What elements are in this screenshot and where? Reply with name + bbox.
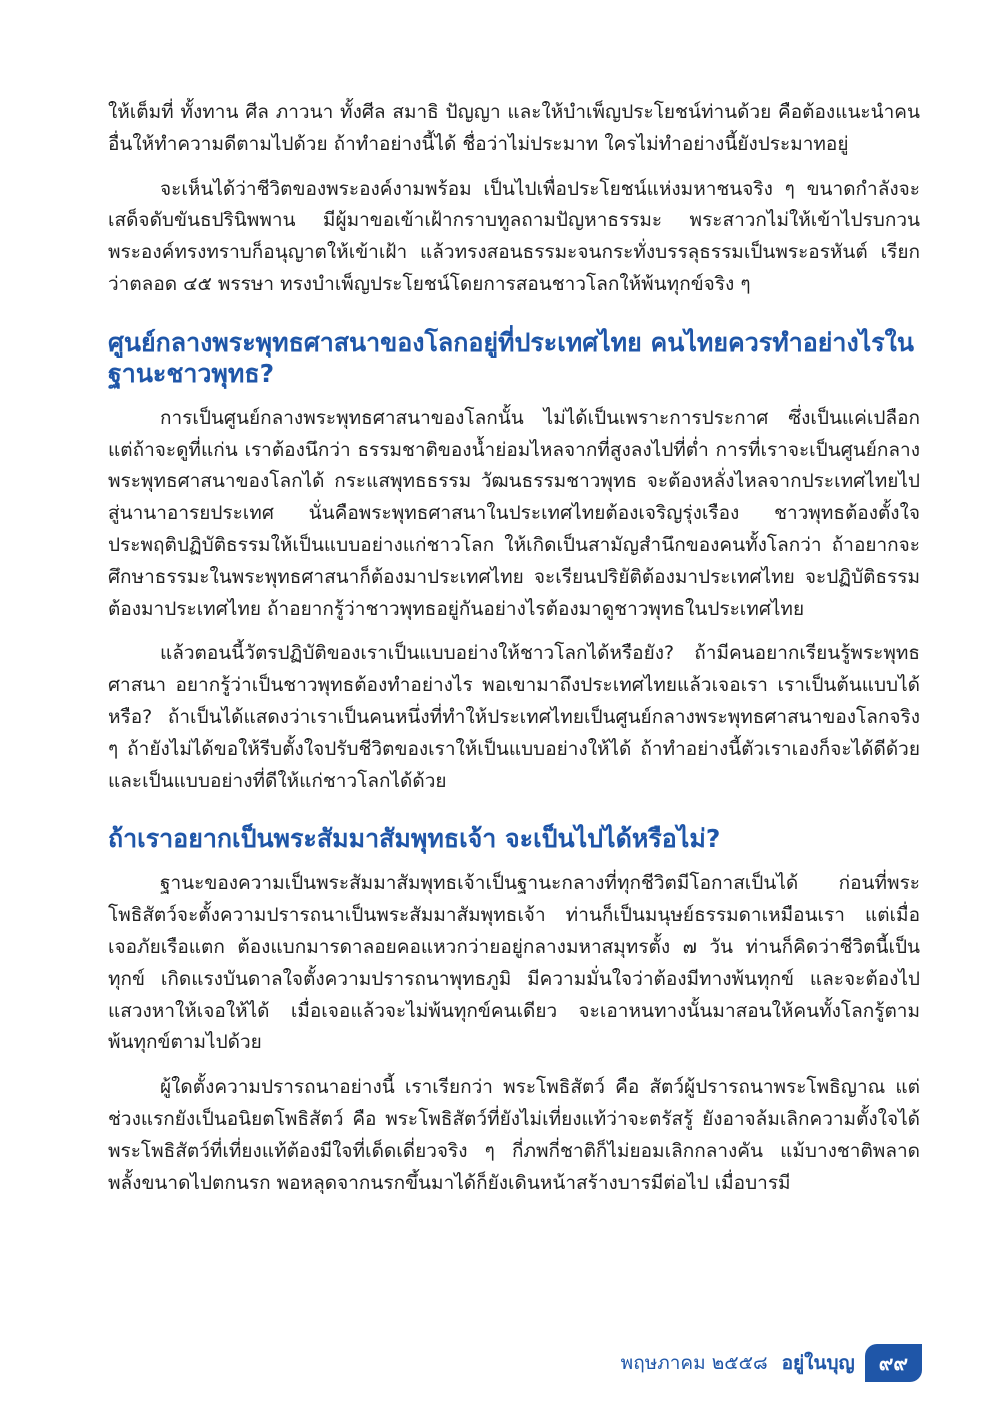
section1-paragraph-1: การเป็นศูนย์กลางพระพุทธศาสนาของโลกนั้น ไม่ได้เป็นเพราะการประกาศ ซึ่งเป็นแค่เปลือก แต่ถ้าจะดูที่แก่น เราต้องนึกว่า ธรรมชาติของน้ำย่อมไหลจากที่สูงลงไปที่ต่ำ การที่เราจะเป็นศูนย์กลางพระพุทธศาสนาของโลกได้ กระแสพุทธธรรม วัฒนธรรมชาวพุทธ จะต้องหลั่งไหลจากประเทศไทยไปสู่นานาอารยประเทศ นั่นคือพระพุทธศาสนาในประเทศไทยต้องเจริญรุ่งเรือง ชาวพุทธต้องตั้งใจประพฤติปฏิบัติธรรมให้เป็นแบบอย่างแก่ชาวโลก ให้เกิดเป็นสามัญสำนึกของคนทั้งโลกว่า ถ้าอยากจะศึกษาธรรมะในพระพุทธศาสนาก็ต้องมาประเทศไทย จะเรียนปริยัติต้องมาประเทศไทย จะปฏิบัติธรรมต้องมาประเทศไทย ถ้าอยากรู้ว่าชาวพุทธอยู่กันอย่างไรต้องมาดูชาวพุทธในประเทศไทย — [108, 406, 920, 620]
section2-paragraph-2: ผู้ใดตั้งความปรารถนาอย่างนี้ เราเรียกว่า พระโพธิสัตว์ คือ สัตว์ผู้ปรารถนาพระโพธิญาณ แต่ช่วงแรกยังเป็นอนิยตโพธิสัตว์ คือ พระโพธิสัตว์ที่ยังไม่เที่ยงแท้ว่าจะตรัสรู้ ยังอาจล้มเลิกความตั้งใจได้ พระโพธิสัตว์ที่เที่ยงแท้ต้องมีใจที่เด็ดเดี่ยวจริง ๆ กี่ภพกี่ชาติก็ไม่ยอมเลิกกลางคัน แม้บางชาติพลาดพลั้งขนาดไปตกนรก พอหลุดจากนรกขึ้นมาได้ก็ยังเดินหน้าสร้างบารมีต่อไป เมื่อบารมี — [108, 1076, 920, 1194]
section-heading-become-buddha: ถ้าเราอยากเป็นพระสัมมาสัมพุทธเจ้า จะเป็นไปได้หรือไม่? — [108, 824, 721, 854]
section2-paragraph-1: ฐานะของความเป็นพระสัมมาสัมพุทธเจ้าเป็นฐานะกลางที่ทุกชีวิตมีโอกาสเป็นได้ ก่อนที่พระโพธิสัตว์จะตั้งความปรารถนาเป็นพระสัมมาสัมพุทธเจ้า ท่านก็เป็นมนุษย์ธรรมดาเหมือนเรา แต่เมื่อเจอภัยเรือแตก ต้องแบกมารดาลอยคอแหวกว่ายอยู่กลางมหาสมุทรตั้ง ๗ วัน ท่านก็คิดว่าชีวิตนี้เป็นทุกข์ เกิดแรงบันดาลใจตั้งความปรารถนาพุทธภูมิ มีความมั่นใจว่าต้องมีทางพ้นทุกข์ และจะต้องไปแสวงหาให้เจอให้ได้ เมื่อเจอแล้วจะไม่พ้นทุกข์คนเดียว จะเอาหนทางนั้นมาสอนให้คนทั้งโลกรู้ตาม พ้นทุกข์ตามไปด้วย — [108, 872, 920, 1054]
intro-paragraph-2: จะเห็นได้ว่าชีวิตของพระองค์งามพร้อม เป็นไปเพื่อประโยชน์แห่งมหาชนจริง ๆ ขนาดกำลังจะเสด็จดับขันธปรินิพพาน มีผู้มาขอเข้าเฝ้ากราบทูลถามปัญหาธรรมะ พระสาวกไม่ให้เข้าไปรบกวน พระองค์ทรงทราบก็อนุญาตให้เข้าเฝ้า แล้วทรงสอนธรรมะจนกระทั่งบรรลุธรรมเป็นพระอรหันต์ เรียกว่าตลอด ๔๕ พรรษา ทรงบำเพ็ญประโยชน์โดยการสอนชาวโลกให้พ้นทุกข์จริง ๆ — [108, 177, 920, 295]
magazine-name: อยู่ในบุญ — [781, 1352, 855, 1374]
intro-paragraph-1: ให้เต็มที่ ทั้งทาน ศีล ภาวนา ทั้งศีล สมาธิ ปัญญา และให้บำเพ็ญประโยชน์ท่านด้วย คือต้องแนะนำคนอื่นให้ทำความดีตามไปด้วย ถ้าทำอย่างนี้ได้ ชื่อว่าไม่ประมาท ใครไม่ทำอย่างนี้ยังประมาทอยู่ — [108, 101, 920, 155]
article-body — [108, 97, 920, 1212]
issue-date: พฤษภาคม ๒๕๕๘ — [620, 1352, 768, 1374]
page-footer — [621, 1346, 922, 1380]
section1-paragraph-2: แล้วตอนนี้วัตรปฏิบัติของเราเป็นแบบอย่างให้ชาวโลกได้หรือยัง? ถ้ามีคนอยากเรียนรู้พระพุทธศาสนา อยากรู้ว่าเป็นชาวพุทธต้องทำอย่างไร พอเขามาถึงประเทศไทยแล้วเจอเรา เราเป็นต้นแบบได้หรือ? ถ้าเป็นได้แสดงว่าเราเป็นคนหนึ่งที่ทำให้ประเทศไทยเป็นศูนย์กลางพระพุทธศาสนาของโลกจริง ๆ ถ้ายังไม่ได้ขอให้รีบตั้งใจปรับชีวิตของเราให้เป็นแบบอย่างให้ได้ ถ้าทำอย่างนี้ตัวเราเองก็จะได้ดีด้วย และเป็นแบบอย่างที่ดีให้แก่ชาวโลกได้ด้วย — [108, 642, 920, 792]
section-heading-world-center: ศูนย์กลางพระพุทธศาสนาของโลกอยู่ที่ประเทศไทย คนไทยควรทำอย่างไรในฐานะชาวพุทธ? — [108, 327, 914, 388]
page-number-badge: ๙๙ — [865, 1344, 922, 1382]
